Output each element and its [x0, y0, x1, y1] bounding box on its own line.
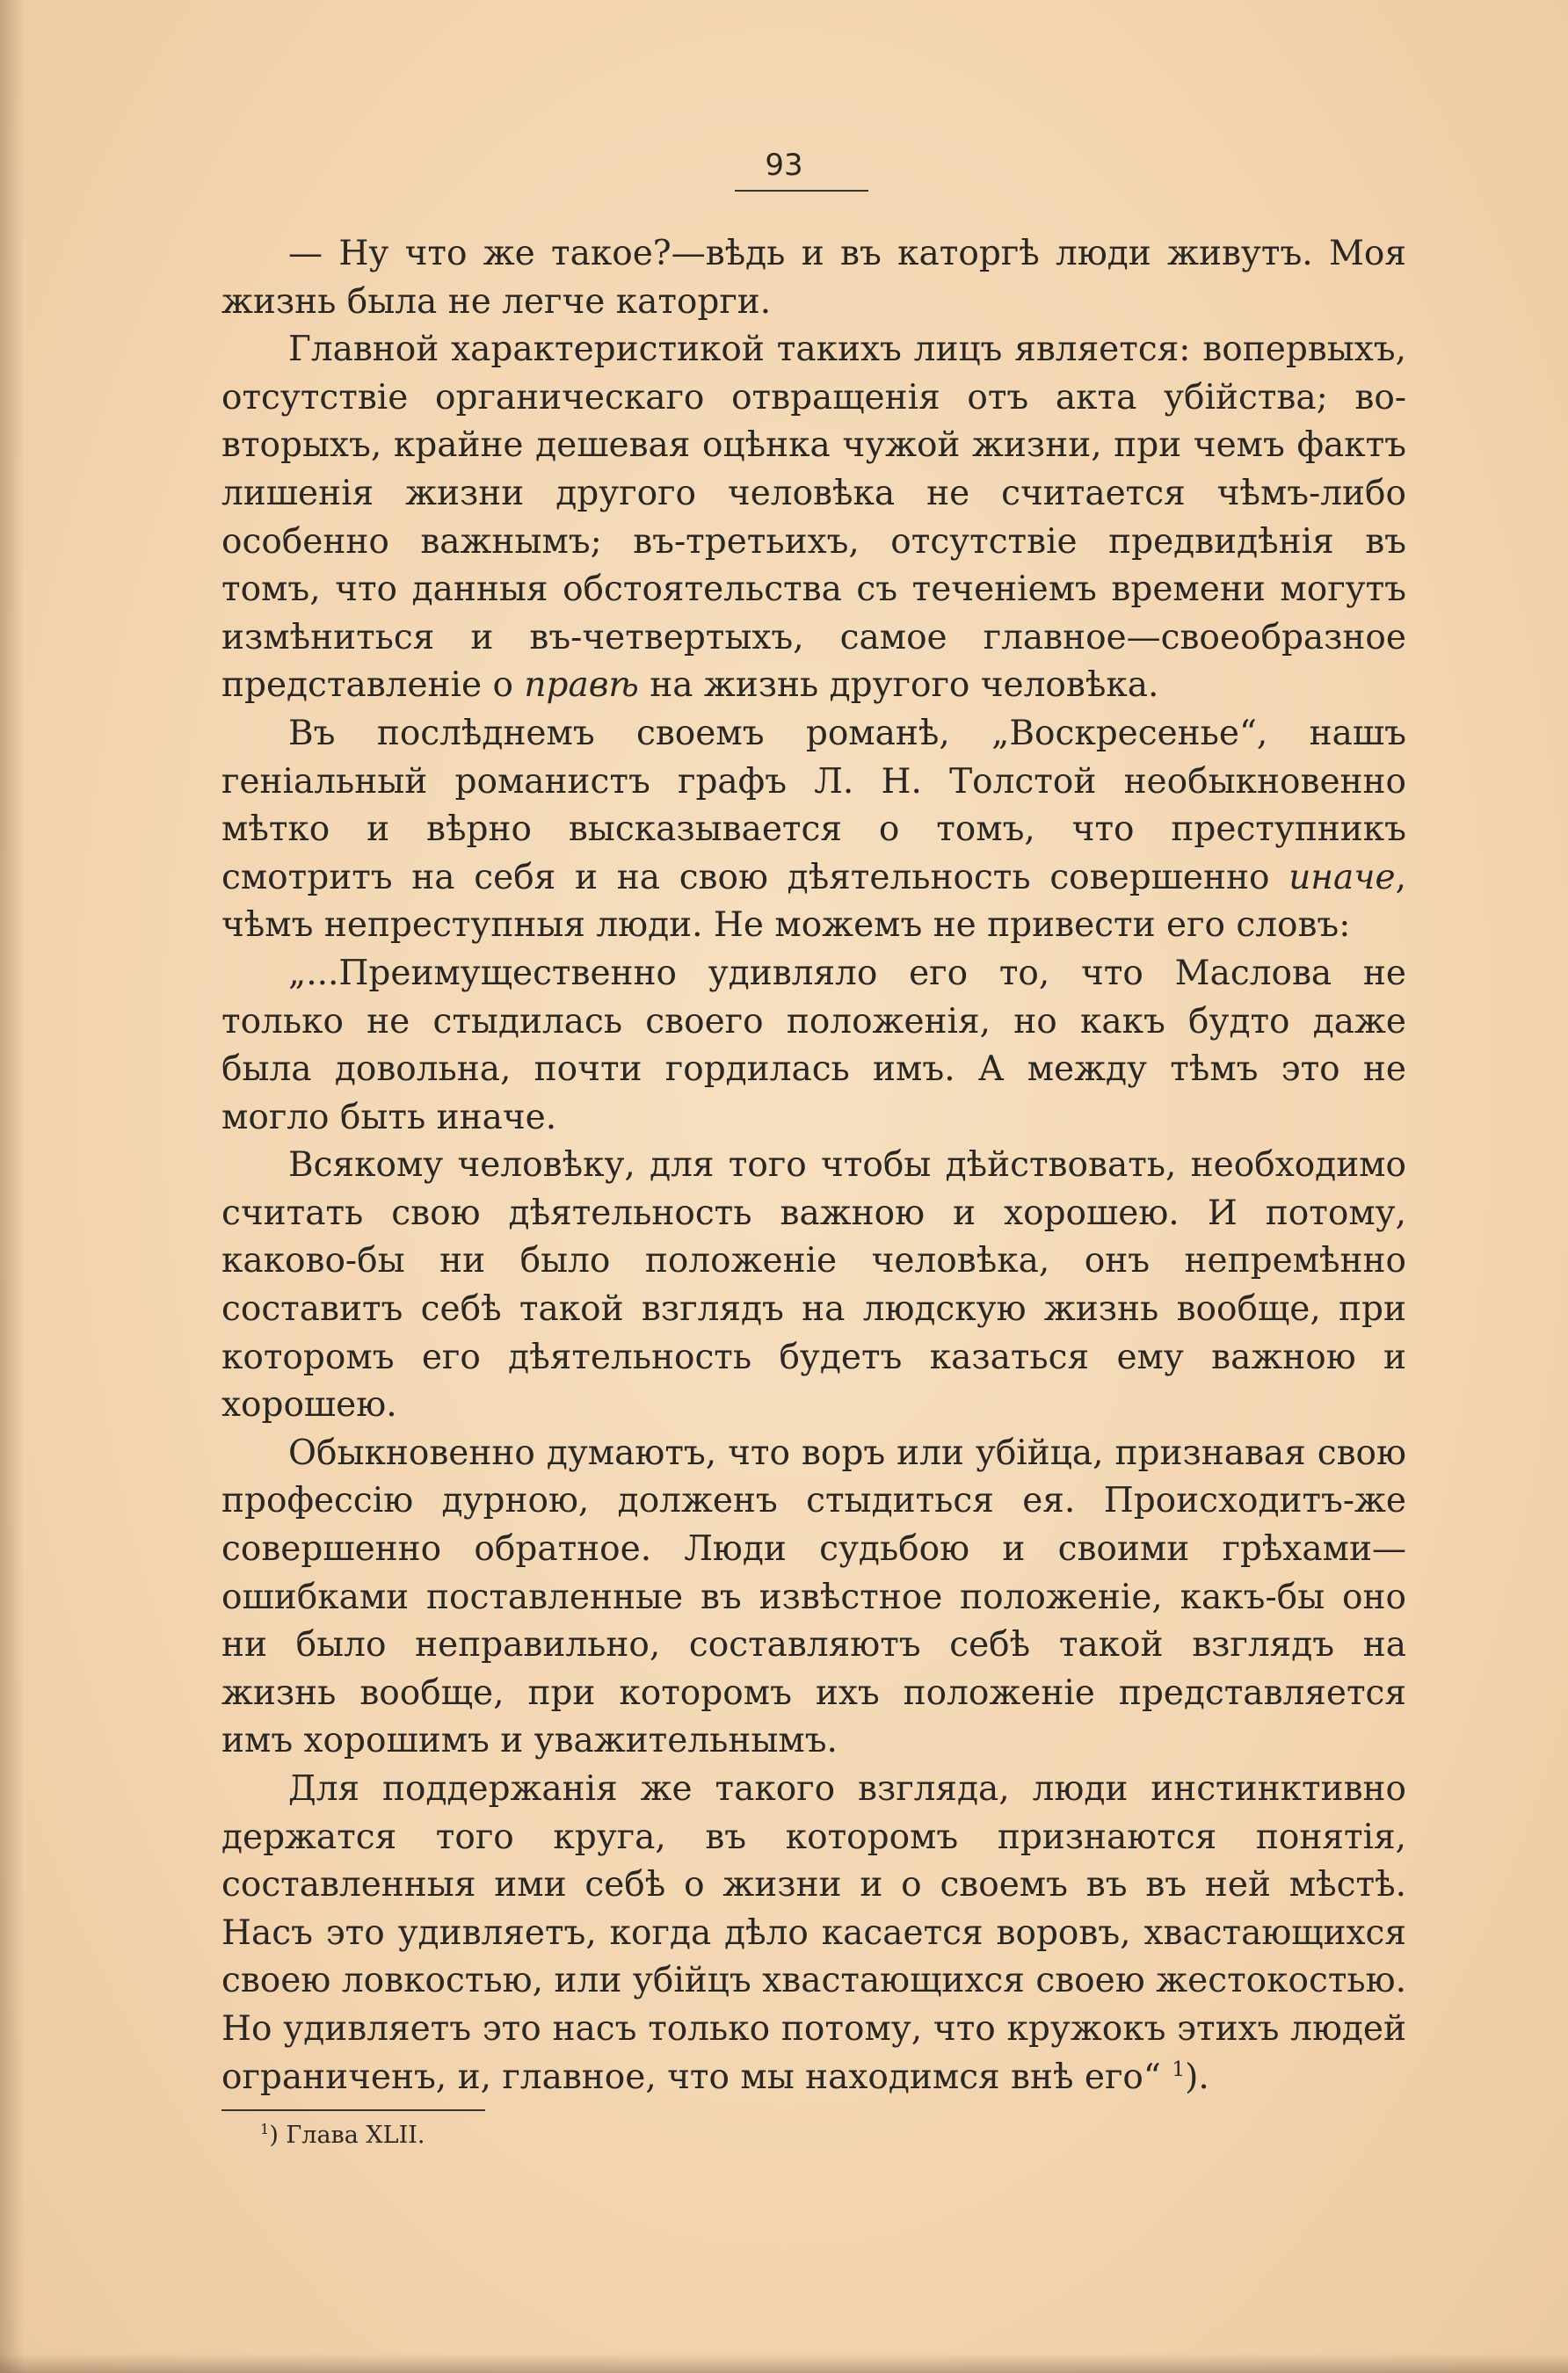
paragraph-2-part-b: на жизнь другого человѣка. — [638, 665, 1159, 706]
paragraph-2-emphasis: правѣ — [524, 665, 639, 706]
paragraph-2-part-a: Главной характеристикой такихъ лицъ является: вопервыхъ, отсутствіе органическаго отвращенія отъ акта убійства; во-вторыхъ, крайне дешевая оцѣнка чужой жизни, при чемъ фактъ лишенія жизни другого человѣка не считается чѣмъ-либо особенно важнымъ; въ-третьихъ, отсутствіе предвидѣнія въ томъ, что данныя обстоятельства съ теченіемъ времени могутъ измѣниться и въ-четвертыхъ, самое главное—своеобразное представленіе о — [221, 330, 1406, 706]
paragraph-6: Обыкновенно думаютъ, что воръ или убійца, признавая свою профессію дурною, долженъ стыдиться ея. Происходитъ-же совершенно обратное. Люди судьбою и своими грѣхами—ошибками поставленные въ извѣстное положеніе, какъ-бы оно ни было неправильно, составляютъ себѣ такой взглядъ на жизнь вообще, при которомъ ихъ положеніе представляется имъ хорошимъ и уважительнымъ. — [221, 1433, 1406, 1761]
footnote-text: ) Глава XLII. — [269, 2122, 425, 2149]
paragraph-3 — [221, 710, 1406, 950]
paragraph-3-part-a: Въ послѣднемъ своемъ романѣ, „Воскресенье“, нашъ геніальный романистъ графъ Л. Н. Толстой необыкновенно мѣтко и вѣрно высказывается о томъ, что преступникъ смотритъ на себя и на свою дѣятельность совершенно — [221, 713, 1406, 897]
paragraph-2 — [221, 326, 1406, 710]
footnote-marker: 1 — [260, 2121, 270, 2137]
header-rule — [735, 190, 868, 192]
paragraph-3-emphasis: иначе — [1289, 857, 1396, 897]
footnote-reference: 1 — [1172, 2056, 1186, 2081]
paragraph-7-part-b: ). — [1185, 2057, 1209, 2097]
paragraph-1: — Ну что же такое?—вѣдь и въ каторгѣ люди живутъ. Моя жизнь была не легче каторги. — [221, 234, 1406, 322]
body-text — [221, 230, 1406, 2101]
paragraph-3-part-b: , чѣмъ непреступныя люди. Не можемъ не привести его словъ: — [221, 857, 1406, 946]
footnote-rule — [221, 2109, 485, 2111]
footnote — [260, 2122, 425, 2149]
paragraph-5: Всякому человѣку, для того чтобы дѣйствовать, необходимо считать свою дѣятельность важною и хорошею. И потому, каково-бы ни было положеніе человѣка, онъ непремѣнно составитъ себѣ такой взглядъ на людскую жизнь вообще, при которомъ его дѣятельность будетъ казаться ему важною и хорошею. — [221, 1145, 1406, 1426]
paragraph-7 — [221, 1766, 1406, 2101]
page-number: 93 — [765, 148, 803, 183]
paragraph-7-part-a: Для поддержанія же такого взгляда, люди инстинктивно держатся того круга, въ которомъ признаются понятія, составленныя ими себѣ о жизни и о своемъ въ въ ней мѣстѣ. Насъ это удивляетъ, когда дѣло касается воровъ, хвастающихся своею ловкостью, или убійцъ хвастающихся своею жестокостью. Но удивляетъ это насъ только потому, что кружокъ этихъ людей ограниченъ, и, главное, что мы находимся внѣ его“ — [221, 1769, 1406, 2097]
paragraph-4: „...Преимущественно удивляло его то, что Маслова не только не стыдилась своего положенія, но какъ будто даже была довольна, почти гордилась имъ. А между тѣмъ это не могло быть иначе. — [221, 953, 1406, 1137]
